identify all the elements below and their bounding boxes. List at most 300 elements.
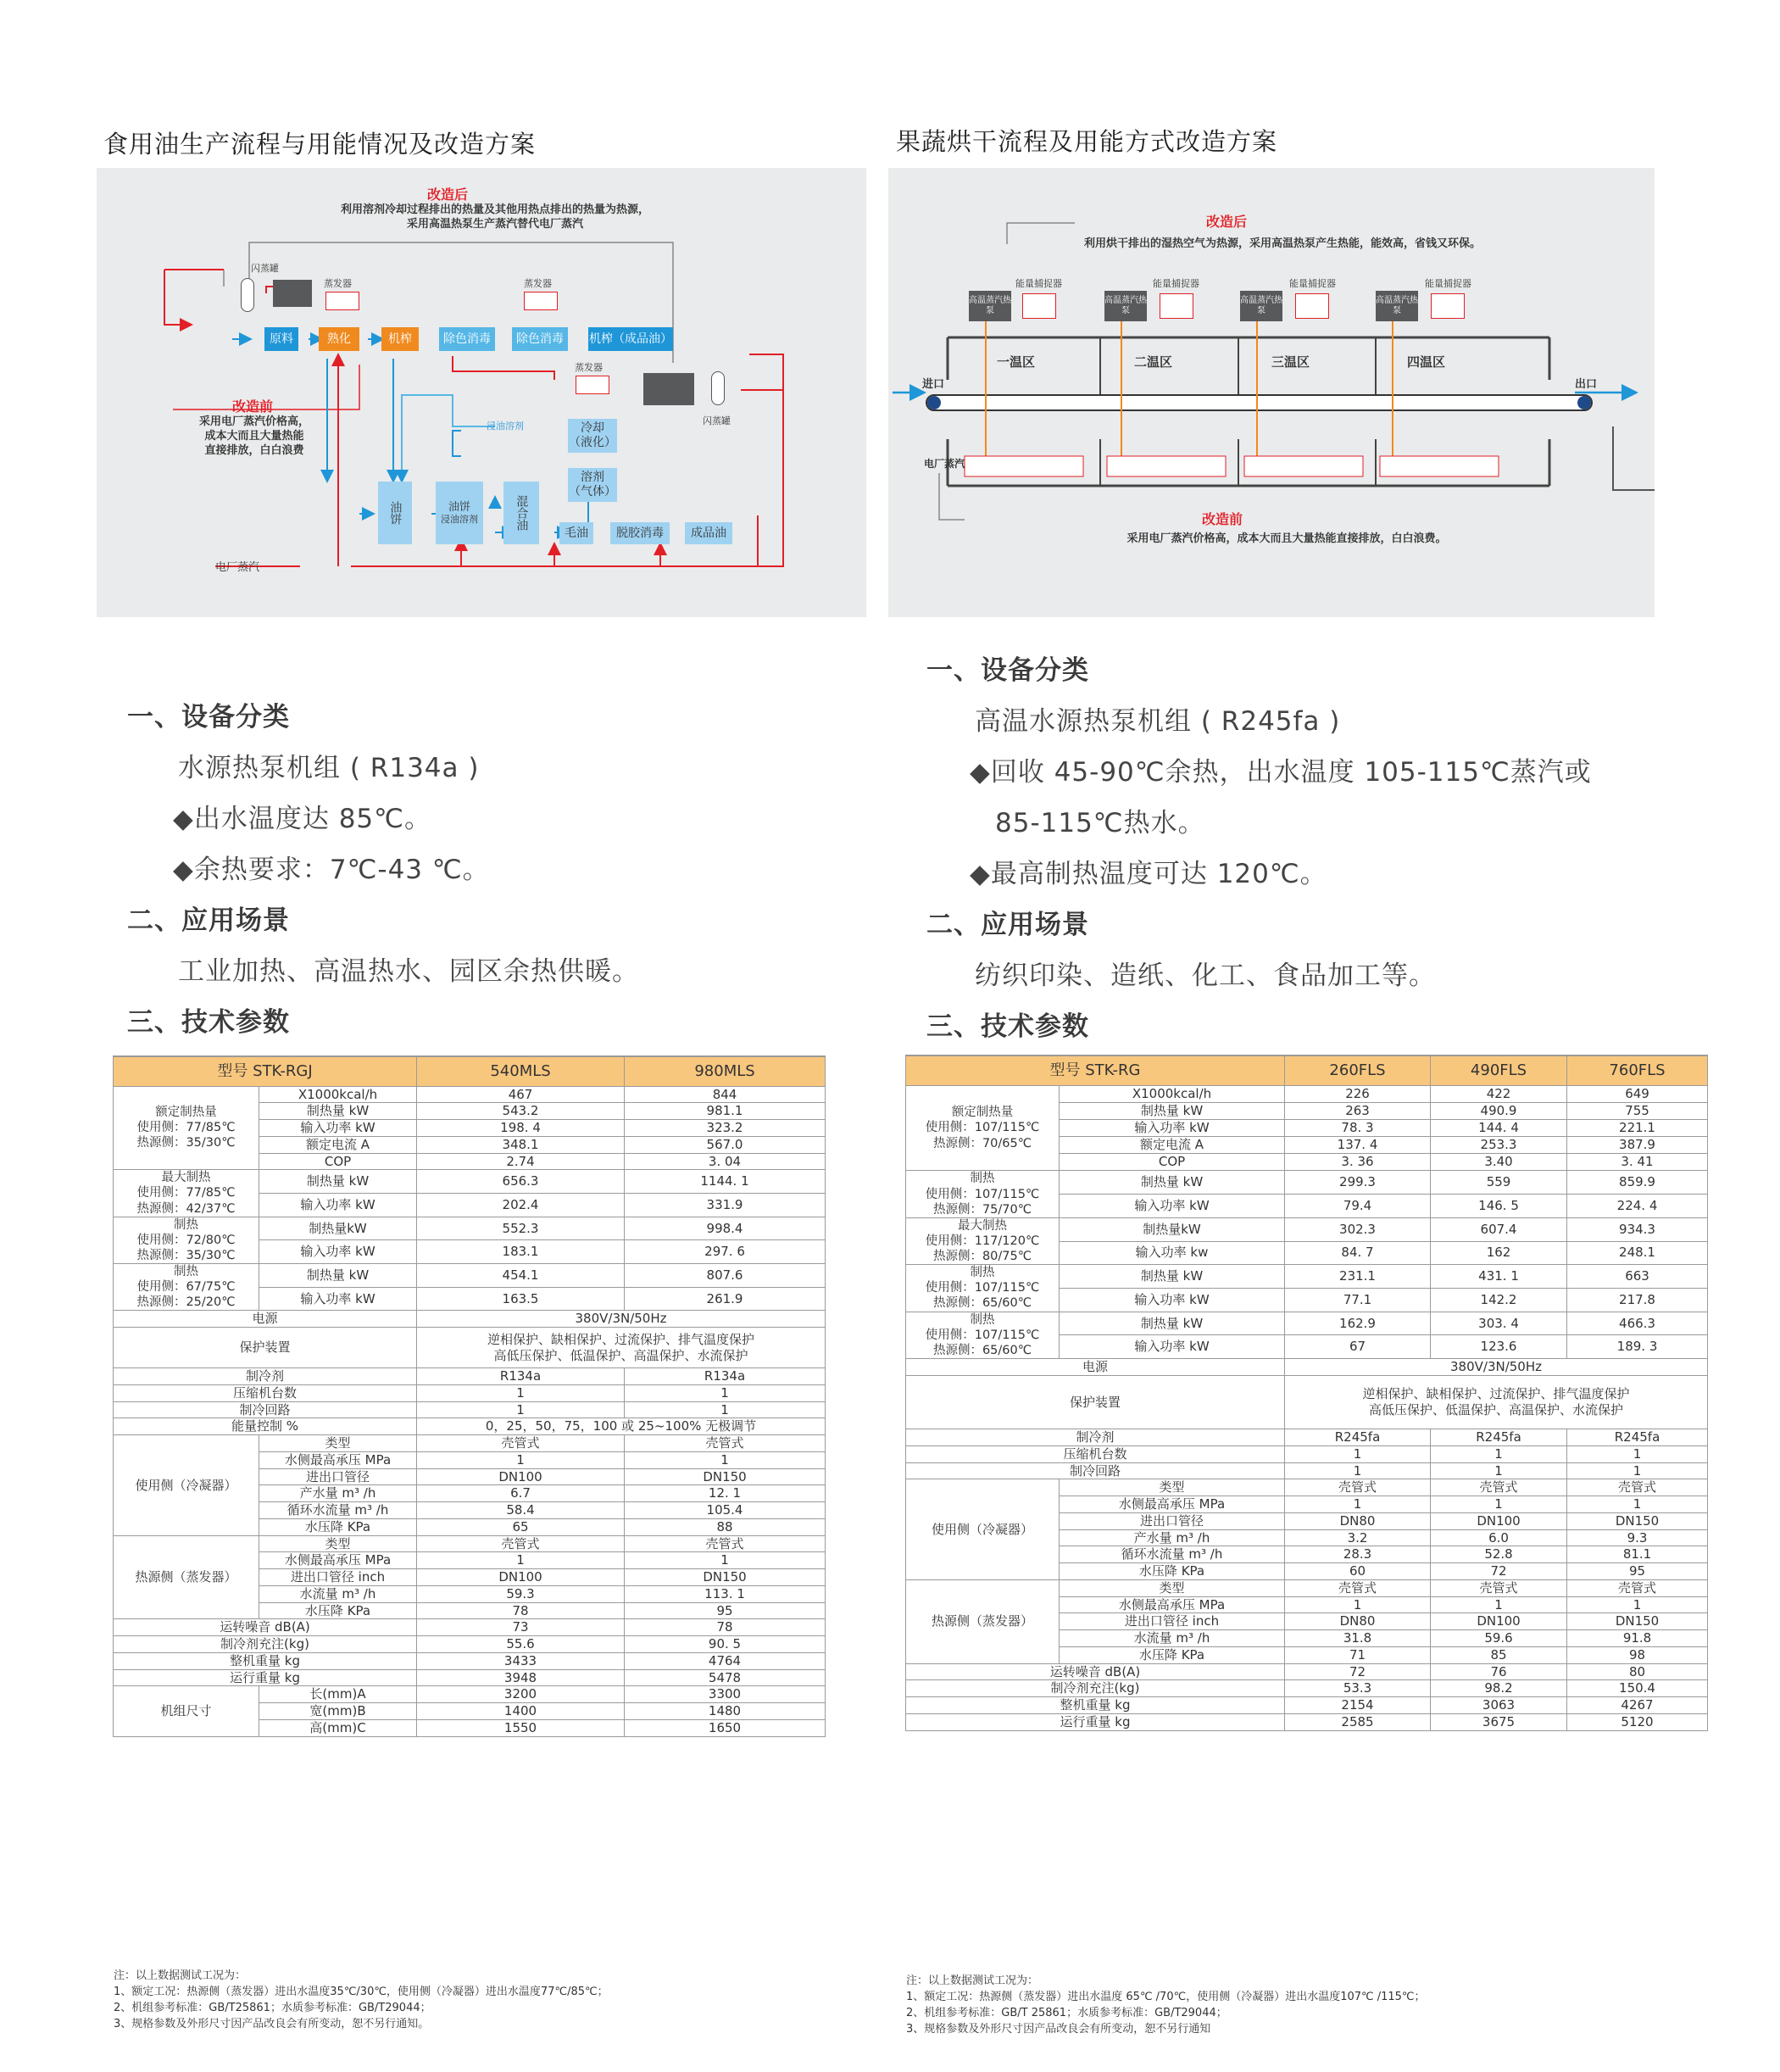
table-cell: 1 xyxy=(625,1401,826,1418)
dimension-label: 机组尺寸 xyxy=(114,1686,259,1736)
table-cell: R134a xyxy=(625,1368,826,1385)
left-note-line: 1、额定工况：热源侧（蒸发器）进出水温度35℃/30℃，使用侧（冷凝器）进出水温度77℃/85℃； xyxy=(114,1985,609,1998)
table-cell: 1 xyxy=(625,1552,826,1569)
table-cell: 整机重量 kg xyxy=(114,1652,417,1669)
table-cell: 323.2 xyxy=(625,1120,826,1137)
power-value: 380V/3N/50Hz xyxy=(1285,1358,1708,1375)
table-cell: 303. 4 xyxy=(1431,1312,1567,1335)
use-side-row xyxy=(906,1479,1708,1496)
table-cell: 1 xyxy=(1431,1445,1567,1462)
header-model-col: 260FLS xyxy=(1285,1055,1431,1085)
dimension-row xyxy=(114,1686,826,1703)
inlet-label: 进口 xyxy=(922,378,945,391)
table-cell: 1144. 1 xyxy=(625,1170,826,1194)
right-section1-heading: 一、设备分类 xyxy=(926,655,1089,686)
table-cell: 84. 7 xyxy=(1285,1241,1431,1265)
table-cell: 934.3 xyxy=(1567,1217,1708,1241)
table-cell: 壳管式 xyxy=(1431,1479,1567,1496)
oil-diagram-lines xyxy=(97,168,866,617)
right-column-title: 果蔬烘干流程及用能方式改造方案 xyxy=(896,127,1278,156)
table-cell: 3063 xyxy=(1431,1697,1567,1714)
table-cell: 1 xyxy=(1567,1596,1708,1613)
table-cell: 1 xyxy=(1285,1445,1431,1462)
table-cell: R245fa xyxy=(1285,1429,1431,1446)
right-note-line: 2、机组参考标准：GB/T 25861；水质参考标准：GB/T29044； xyxy=(906,2006,1227,2019)
table-cell: 3. 04 xyxy=(625,1153,826,1170)
box-cooling-line1: 冷却 xyxy=(581,421,604,436)
table-cell: 1 xyxy=(1431,1496,1567,1513)
perf-row xyxy=(906,1265,1708,1289)
table-cell: 1 xyxy=(1567,1462,1708,1479)
perf-row xyxy=(114,1086,826,1103)
table-cell: 95 xyxy=(625,1602,826,1619)
box-cake-soak-line1: 油饼 xyxy=(448,500,470,514)
perf-row xyxy=(906,1085,1708,1102)
table-cell: DN100 xyxy=(417,1468,625,1485)
left-notes xyxy=(114,1969,609,2032)
perf-group-label: 最大制热 使用侧：77/85℃ 热源侧：42/37℃ xyxy=(114,1170,259,1217)
table-cell: 95 xyxy=(1567,1563,1708,1580)
table-cell: 663 xyxy=(1567,1265,1708,1289)
table-cell: 755 xyxy=(1567,1102,1708,1119)
capture-4: 能量捕捉器 xyxy=(1425,278,1471,289)
table-cell: 能量控制 % xyxy=(114,1418,417,1435)
table-cell: 98.2 xyxy=(1431,1680,1567,1697)
box-solvent-line1: 溶剂 xyxy=(581,471,604,485)
evaporator-right-label: 蒸发器 xyxy=(575,362,603,373)
table-cell: 长(mm)A xyxy=(259,1686,417,1703)
table-cell: 2585 xyxy=(1285,1713,1431,1730)
capture-box-4 xyxy=(1431,293,1465,319)
table-cell: 3300 xyxy=(625,1686,826,1703)
header-model-col: 980MLS xyxy=(625,1056,826,1086)
table-cell: 循环水流量 m³ /h xyxy=(259,1502,417,1519)
table-cell: 水侧最高承压 MPa xyxy=(259,1552,417,1569)
table-cell: 105.4 xyxy=(625,1502,826,1519)
table-cell: 12. 1 xyxy=(625,1485,826,1502)
box-raw: 原料 xyxy=(264,327,298,351)
table-cell: 壳管式 xyxy=(625,1535,826,1552)
table-row xyxy=(114,1652,826,1669)
table-cell: 制冷剂充注(kg) xyxy=(906,1680,1285,1697)
table-cell: 水侧最高承压 MPa xyxy=(1060,1496,1285,1513)
box-cook: 熟化 xyxy=(319,327,359,351)
compressor-left xyxy=(273,280,312,307)
table-cell: 9.3 xyxy=(1567,1529,1708,1546)
left-section3-heading: 三、技术参数 xyxy=(127,1007,290,1038)
right-model: 高温水源热泵机组 ( R245fa ) xyxy=(975,706,1341,737)
table-cell: 运转噪音 dB(A) xyxy=(906,1663,1285,1680)
table-cell: 壳管式 xyxy=(417,1535,625,1552)
table-cell: 1 xyxy=(1431,1462,1567,1479)
oil-after-title: 改造后 xyxy=(427,187,469,203)
table-row xyxy=(906,1462,1708,1479)
oil-before-text2: 成本大而且大量热能 xyxy=(204,430,304,443)
table-cell: 76 xyxy=(1431,1663,1567,1680)
header-model-col: 490FLS xyxy=(1431,1055,1567,1085)
table-cell: 输入功率 kw xyxy=(1060,1241,1285,1265)
edible-oil-process-diagram xyxy=(97,168,866,617)
table-cell: 78 xyxy=(417,1602,625,1619)
right-bullet2: ◆最高制热温度可达 120℃。 xyxy=(970,859,1327,889)
table-cell: 59.6 xyxy=(1431,1630,1567,1647)
perf-group-label: 额定制热量 使用侧：77/85℃ 热源侧：35/30℃ xyxy=(114,1086,259,1170)
capture-box-2 xyxy=(1160,293,1193,319)
box-crude: 毛油 xyxy=(559,522,593,544)
protect-label: 保护装置 xyxy=(114,1328,417,1368)
table-cell: 3. 36 xyxy=(1285,1154,1431,1171)
table-cell: 额定电流 A xyxy=(1060,1137,1285,1154)
table-row xyxy=(114,1669,826,1686)
pump-2: 高温蒸汽热泵 xyxy=(1104,291,1147,321)
table-cell: 649 xyxy=(1567,1085,1708,1102)
table-row xyxy=(906,1429,1708,1446)
table-cell: 202.4 xyxy=(417,1193,625,1217)
table-cell: 123.6 xyxy=(1431,1335,1567,1359)
power-label: 电源 xyxy=(114,1311,417,1328)
table-cell: 248.1 xyxy=(1567,1241,1708,1265)
oil-after-text1: 利用溶剂冷却过程排出的热量及其他用热点排出的热量为热源， xyxy=(340,203,649,216)
left-section2-heading: 二、应用场景 xyxy=(127,905,290,936)
table-cell: 整机重量 kg xyxy=(906,1697,1285,1714)
table-cell: 53.3 xyxy=(1285,1680,1431,1697)
table-cell: 454.1 xyxy=(417,1264,625,1288)
capture-3: 能量捕捉器 xyxy=(1289,278,1336,289)
table-cell: 6.7 xyxy=(417,1485,625,1502)
table-cell: 类型 xyxy=(259,1535,417,1552)
table-cell: R134a xyxy=(417,1368,625,1385)
table-cell: DN150 xyxy=(1567,1613,1708,1630)
table-cell: 5478 xyxy=(625,1669,826,1686)
table-row xyxy=(114,1619,826,1636)
table-cell: 循环水流量 m³ /h xyxy=(1060,1546,1285,1563)
table-cell: 67 xyxy=(1285,1335,1431,1359)
protect-row xyxy=(906,1376,1708,1429)
right-notes xyxy=(906,1974,1426,2037)
table-cell: 52.8 xyxy=(1431,1546,1567,1563)
table-cell: 261.9 xyxy=(625,1287,826,1311)
box-mixed: 混合油 xyxy=(503,482,539,544)
table-cell: 2154 xyxy=(1285,1697,1431,1714)
table-cell: 467 xyxy=(417,1086,625,1103)
table-cell: 制冷回路 xyxy=(114,1401,417,1418)
dry-after-text: 利用烘干排出的湿热空气为热源，采用高温热泵产生热能，能效高，省钱又环保。 xyxy=(1083,237,1481,250)
table-cell: 进出口管径 xyxy=(259,1468,417,1485)
table-cell: 类型 xyxy=(259,1435,417,1452)
table-cell: 水压降 KPa xyxy=(1060,1563,1285,1580)
table-cell: 制热量 kW xyxy=(259,1264,417,1288)
zone-4: 四温区 xyxy=(1407,354,1446,370)
table-cell: 59.3 xyxy=(417,1585,625,1602)
table-cell: 221.1 xyxy=(1567,1119,1708,1136)
table-cell: 28.3 xyxy=(1285,1546,1431,1563)
table-cell: 额定电流 A xyxy=(259,1136,417,1153)
table-cell: 制冷剂充注(kg) xyxy=(114,1636,417,1653)
table-cell: 1 xyxy=(1285,1496,1431,1513)
power-row xyxy=(906,1358,1708,1375)
table-cell: 3675 xyxy=(1431,1713,1567,1730)
left-note-line: 3、规格参数及外形尺寸因产品改良会有所变动，恕不另行通知。 xyxy=(114,2017,430,2030)
table-cell: 71 xyxy=(1285,1646,1431,1663)
left-section1-heading: 一、设备分类 xyxy=(127,702,290,732)
zone-1: 一温区 xyxy=(997,354,1036,370)
table-cell: 98 xyxy=(1567,1646,1708,1663)
table-cell: 宽(mm)B xyxy=(259,1703,417,1720)
table-header-row xyxy=(906,1055,1708,1085)
box-cake: 油饼 xyxy=(378,482,412,544)
table-cell: 422 xyxy=(1431,1085,1567,1102)
compressor-right xyxy=(643,373,694,405)
table-header-row xyxy=(114,1056,826,1086)
table-cell: 146. 5 xyxy=(1431,1195,1567,1218)
table-cell: 1 xyxy=(417,1451,625,1468)
header-model: 型号 STK-RG xyxy=(906,1055,1285,1085)
table-cell: 水流量 m³ /h xyxy=(259,1585,417,1602)
table-cell: 0，25，50，75，100 或 25~100% 无极调节 xyxy=(417,1418,826,1435)
table-cell: 162 xyxy=(1431,1241,1567,1265)
left-spec-table xyxy=(113,1055,826,1737)
table-cell: 制热量 kW xyxy=(1060,1171,1285,1195)
table-cell: 543.2 xyxy=(417,1103,625,1120)
dry-after-title: 改造后 xyxy=(1206,214,1248,230)
table-cell: 制热量kW xyxy=(1060,1217,1285,1241)
table-cell: 输入功率 kW xyxy=(1060,1335,1285,1359)
box-cooling xyxy=(568,419,617,453)
perf-row xyxy=(906,1312,1708,1335)
table-cell: 31.8 xyxy=(1285,1630,1431,1647)
evaporator-mid xyxy=(524,292,558,310)
table-cell: DN100 xyxy=(417,1569,625,1586)
table-cell: 1 xyxy=(625,1451,826,1468)
table-cell: DN80 xyxy=(1285,1512,1431,1529)
power-label: 电源 xyxy=(906,1358,1285,1375)
table-cell: 壳管式 xyxy=(1567,1579,1708,1596)
right-bullet1: ◆回收 45-90℃余热，出水温度 105-115℃蒸汽或 xyxy=(970,757,1592,788)
drying-diagram-lines xyxy=(888,168,1655,617)
table-cell: 1400 xyxy=(417,1703,625,1720)
pump-1: 高温蒸汽热泵 xyxy=(969,291,1011,321)
table-cell: 水侧最高承压 MPa xyxy=(259,1451,417,1468)
table-cell: 150.4 xyxy=(1567,1680,1708,1697)
box-decolor2: 除色消毒 xyxy=(512,327,568,351)
table-cell: 1 xyxy=(417,1401,625,1418)
table-cell: 3.40 xyxy=(1431,1154,1567,1171)
use-side-label: 使用侧（冷凝器） xyxy=(906,1479,1060,1580)
flash-tank-right xyxy=(711,371,725,405)
table-cell: 壳管式 xyxy=(417,1435,625,1452)
table-cell: 进出口管径 inch xyxy=(1060,1613,1285,1630)
perf-group-label: 制热 使用侧：67/75℃ 热源侧：25/20℃ xyxy=(114,1264,259,1311)
table-cell: 输入功率 kW xyxy=(259,1120,417,1137)
capture-box-1 xyxy=(1022,293,1056,319)
table-row xyxy=(906,1663,1708,1680)
pump-3: 高温蒸汽热泵 xyxy=(1240,291,1282,321)
box-final: 成品油 xyxy=(685,522,732,544)
power-row xyxy=(114,1311,826,1328)
box-cake-soak-line2: 浸油溶剂 xyxy=(441,514,478,526)
table-cell: 1480 xyxy=(625,1703,826,1720)
table-cell: 60 xyxy=(1285,1563,1431,1580)
table-cell: 4267 xyxy=(1567,1697,1708,1714)
table-cell: 制热量 kW xyxy=(1060,1265,1285,1289)
table-cell: 78. 3 xyxy=(1285,1119,1431,1136)
table-cell: DN100 xyxy=(1431,1512,1567,1529)
perf-row xyxy=(114,1170,826,1194)
table-cell: 1550 xyxy=(417,1719,625,1736)
table-cell: 产水量 m³ /h xyxy=(259,1485,417,1502)
box-solvent xyxy=(568,468,617,502)
table-row xyxy=(906,1680,1708,1697)
table-cell: 制热量kW xyxy=(259,1217,417,1240)
perf-row xyxy=(114,1217,826,1240)
table-cell: 263 xyxy=(1285,1102,1431,1119)
fruit-drying-diagram xyxy=(888,168,1655,617)
table-cell: 输入功率 kW xyxy=(259,1240,417,1264)
table-cell: 1 xyxy=(417,1384,625,1401)
table-cell: 产水量 m³ /h xyxy=(1060,1529,1285,1546)
right-bullet1-cont: 85-115℃热水。 xyxy=(995,808,1205,838)
capture-2: 能量捕捉器 xyxy=(1153,278,1199,289)
table-cell: 壳管式 xyxy=(1567,1479,1708,1496)
table-cell: 226 xyxy=(1285,1085,1431,1102)
pump-4: 高温蒸汽热泵 xyxy=(1376,291,1418,321)
table-row xyxy=(906,1697,1708,1714)
table-cell: 998.4 xyxy=(625,1217,826,1240)
table-cell: 387.9 xyxy=(1567,1137,1708,1154)
table-cell: 431. 1 xyxy=(1431,1265,1567,1289)
table-row xyxy=(906,1713,1708,1730)
table-cell: 72 xyxy=(1285,1663,1431,1680)
left-bullet1: ◆出水温度达 85℃。 xyxy=(173,804,431,834)
protect-value: 逆相保护、缺相保护、过流保护、排气温度保护 高低压保护、低温保护、高温保护、水流保护 xyxy=(1285,1376,1708,1429)
table-cell: 163.5 xyxy=(417,1287,625,1311)
table-cell: 3948 xyxy=(417,1669,625,1686)
left-note-line: 注：以上数据测试工况为： xyxy=(114,1969,247,1982)
table-cell: 80 xyxy=(1567,1663,1708,1680)
oil-after-text2: 采用高温热泵生产蒸汽替代电厂蒸汽 xyxy=(406,218,583,231)
table-cell: 231.1 xyxy=(1285,1265,1431,1289)
table-row xyxy=(114,1401,826,1418)
perf-group-label: 额定制热量 使用侧：107/115℃ 热源侧：70/65℃ xyxy=(906,1085,1060,1171)
table-cell: 制热量 kW xyxy=(1060,1102,1285,1119)
box-press: 机榨 xyxy=(381,327,419,351)
use-side-row xyxy=(114,1435,826,1452)
table-cell: 807.6 xyxy=(625,1264,826,1288)
capture-box-3 xyxy=(1295,293,1329,319)
table-cell: R245fa xyxy=(1431,1429,1567,1446)
table-cell: 运行重量 kg xyxy=(114,1669,417,1686)
table-cell: 559 xyxy=(1431,1171,1567,1195)
table-cell: 78 xyxy=(625,1619,826,1636)
table-cell: 3. 41 xyxy=(1567,1154,1708,1171)
table-cell: 58.4 xyxy=(417,1502,625,1519)
protect-label: 保护装置 xyxy=(906,1376,1285,1429)
table-cell: 类型 xyxy=(1060,1579,1285,1596)
table-cell: 水压降 KPa xyxy=(1060,1646,1285,1663)
table-cell: DN150 xyxy=(625,1569,826,1586)
source-side-row xyxy=(906,1579,1708,1596)
table-cell: 466.3 xyxy=(1567,1312,1708,1335)
table-cell: 162.9 xyxy=(1285,1312,1431,1335)
table-cell: 3.2 xyxy=(1285,1529,1431,1546)
table-cell: 输入功率 kW xyxy=(1060,1119,1285,1136)
table-cell: 607.4 xyxy=(1431,1217,1567,1241)
box-cooling-line2: （液化） xyxy=(569,436,616,449)
table-cell: 1 xyxy=(625,1384,826,1401)
evaporator-right xyxy=(576,376,609,394)
zone-2: 二温区 xyxy=(1134,354,1173,370)
right-spec-table xyxy=(905,1055,1708,1731)
table-cell: 制热量 kW xyxy=(259,1103,417,1120)
table-cell: 844 xyxy=(625,1086,826,1103)
oil-before-title: 改造前 xyxy=(232,398,274,415)
perf-group-label: 制热 使用侧：72/80℃ 热源侧：35/30℃ xyxy=(114,1217,259,1263)
table-cell: 113. 1 xyxy=(625,1585,826,1602)
perf-row xyxy=(114,1264,826,1288)
oil-steam-label: 电厂蒸汽 xyxy=(215,561,260,574)
table-cell: 91.8 xyxy=(1567,1630,1708,1647)
table-cell: 1 xyxy=(1567,1445,1708,1462)
table-row xyxy=(906,1445,1708,1462)
table-cell: 运行重量 kg xyxy=(906,1713,1285,1730)
table-cell: 656.3 xyxy=(417,1170,625,1194)
right-note-line: 1、额定工况：热源侧（蒸发器）进出水温度 65℃ /70℃，使用侧（冷凝器）进出水温度107℃ /115℃； xyxy=(906,1990,1426,2003)
table-cell: 1 xyxy=(1285,1462,1431,1479)
soak-solvent-label: 浸油溶剂 xyxy=(487,421,524,432)
power-value: 380V/3N/50Hz xyxy=(417,1311,826,1328)
table-cell: 81.1 xyxy=(1567,1546,1708,1563)
box-cake-soak xyxy=(436,482,483,544)
dry-before-title: 改造前 xyxy=(1202,511,1243,527)
perf-row xyxy=(906,1217,1708,1241)
dry-before-text: 采用电厂蒸汽价格高，成本大而且大量热能直接排放，白白浪费。 xyxy=(1126,532,1447,545)
right-note-line: 3、规格参数及外形尺寸因产品改良会有所变动，恕不另行通知 xyxy=(906,2022,1211,2036)
evaporator-left-label: 蒸发器 xyxy=(324,278,352,289)
table-cell: 进出口管径 xyxy=(1060,1512,1285,1529)
zone-3: 三温区 xyxy=(1271,354,1310,370)
oil-before-text1: 采用电厂蒸汽价格高， xyxy=(198,415,309,428)
table-cell: 217.8 xyxy=(1567,1288,1708,1312)
left-bullet2: ◆余热要求：7℃-43 ℃。 xyxy=(173,855,490,885)
table-cell: 制冷剂 xyxy=(114,1368,417,1385)
table-cell: 1 xyxy=(1567,1496,1708,1513)
perf-group-label: 最大制热 使用侧：117/120℃ 热源侧：80/75℃ xyxy=(906,1217,1060,1264)
table-cell: 输入功率 kW xyxy=(259,1193,417,1217)
table-cell: 壳管式 xyxy=(1285,1479,1431,1496)
right-section3-heading: 三、技术参数 xyxy=(926,1011,1089,1042)
table-cell: 壳管式 xyxy=(1431,1579,1567,1596)
box-decolor1: 除色消毒 xyxy=(439,327,495,351)
table-cell: 331.9 xyxy=(625,1193,826,1217)
table-cell: 189. 3 xyxy=(1567,1335,1708,1359)
table-cell: 302.3 xyxy=(1285,1217,1431,1241)
table-cell: 运转噪音 dB(A) xyxy=(114,1619,417,1636)
table-cell: 高(mm)C xyxy=(259,1719,417,1736)
table-cell: 水压降 KPa xyxy=(259,1602,417,1619)
flash-tank-right-label: 闪蒸罐 xyxy=(703,415,731,426)
left-application-text: 工业加热、高温热水、园区余热供暖。 xyxy=(178,956,639,987)
table-cell: 水侧最高承压 MPa xyxy=(1060,1596,1285,1613)
table-cell: 552.3 xyxy=(417,1217,625,1240)
table-cell: 142.2 xyxy=(1431,1288,1567,1312)
box-degum: 脱胶消毒 xyxy=(610,522,670,544)
table-cell: 567.0 xyxy=(625,1136,826,1153)
table-cell: 1 xyxy=(1285,1596,1431,1613)
protect-row xyxy=(114,1328,826,1368)
right-application-text: 纺织印染、造纸、化工、食品加工等。 xyxy=(975,961,1436,991)
box-solvent-line2: （气体） xyxy=(569,485,616,499)
evaporator-mid-label: 蒸发器 xyxy=(524,278,552,289)
